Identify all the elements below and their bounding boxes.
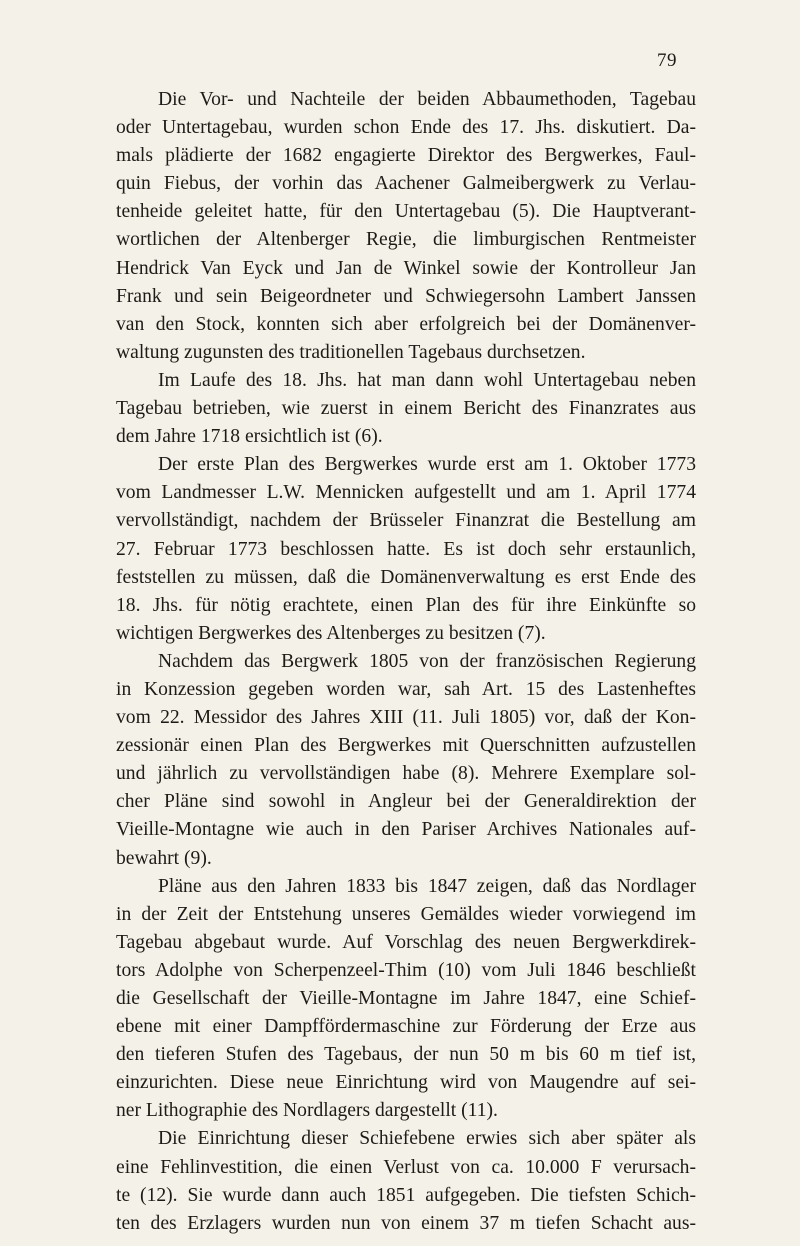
- text-line: mals plädierte der 1682 engagierte Direktor des Bergwerkes, Faul-: [116, 145, 696, 167]
- text-line: Der erste Plan des Bergwerkes wurde erst am 1. Oktober 1773: [158, 454, 696, 476]
- text-line: Vieille-Montagne wie auch in den Pariser Archives Nationales auf-: [116, 819, 696, 841]
- text-line: 18. Jhs. für nötig erachtete, einen Plan des für ihre Einkünfte so: [116, 594, 696, 616]
- text-line: tors Adolphe von Scherpenzeel-Thim (10) vom Juli 1846 beschließt: [116, 959, 696, 981]
- text-line: in Konzession gegeben worden war, sah Art. 15 des Lastenheftes: [116, 678, 696, 700]
- text-line: Die Vor- und Nachteile der beiden Abbaumethoden, Tagebau: [158, 89, 696, 110]
- text-line: Tagebau abgebaut wurde. Auf Vorschlag des neuen Bergwerkdirek-: [116, 931, 696, 953]
- text-line: zessionär einen Plan des Bergwerkes mit Querschnitten aufzustellen: [116, 735, 696, 757]
- text-line: ten des Erzlagers wurden nun von einem 37 m tiefen Schacht aus-: [116, 1212, 696, 1234]
- text-line: Im Laufe des 18. Jhs. hat man dann wohl Untertagebau neben: [158, 369, 696, 391]
- text-line: oder Untertagebau, wurden schon Ende des 17. Jhs. diskutiert. Da-: [116, 117, 696, 139]
- text-line: vervollständigt, nachdem der Brüsseler Finanzrat die Bestellung am: [116, 510, 696, 532]
- text-line: feststellen zu müssen, daß die Domänenverwaltung es erst Ende des: [116, 566, 696, 588]
- text-line: Die Einrichtung dieser Schiefebene erwies sich aber später als: [158, 1128, 696, 1150]
- body-text: [116, 86, 696, 1238]
- text-line: Hendrick Van Eyck und Jan de Winkel sowie der Kontrolleur Jan: [116, 257, 696, 279]
- text-line: Nachdem das Bergwerk 1805 von der französischen Regierung: [158, 650, 696, 672]
- text-line: 27. Februar 1773 beschlossen hatte. Es ist doch sehr erstaunlich,: [116, 538, 696, 560]
- page-number: 79: [657, 50, 677, 71]
- text-line: einzurichten. Diese neue Einrichtung wird von Maugendre auf sei-: [116, 1072, 696, 1094]
- text-line: Tagebau betrieben, wie zuerst in einem Bericht des Finanzrates aus: [116, 398, 696, 420]
- text-line: bewahrt (9).: [116, 847, 212, 869]
- text-line: waltung zugunsten des traditionellen Tagebaus durchsetzen.: [116, 341, 586, 363]
- text-line: Frank und sein Beigeordneter und Schwiegersohn Lambert Janssen: [116, 285, 696, 307]
- text-line: wortlichen der Altenberger Regie, die limburgischen Rentmeister: [116, 229, 696, 251]
- text-line: vom Landmesser L.W. Mennicken aufgestellt und am 1. April 1774: [116, 482, 696, 504]
- text-line: wichtigen Bergwerkes des Altenberges zu besitzen (7).: [116, 622, 546, 644]
- text-line: ner Lithographie des Nordlagers dargestellt (11).: [116, 1100, 498, 1122]
- text-line: van den Stock, konnten sich aber erfolgreich bei der Domänenver-: [116, 313, 696, 335]
- text-line: in der Zeit der Entstehung unseres Gemäldes wieder vorwiegend im: [116, 903, 696, 925]
- text-line: cher Pläne sind sowohl in Angleur bei der Generaldirektion der: [116, 791, 696, 813]
- text-line: quin Fiebus, der vorhin das Aachener Galmeibergwerk zu Verlau-: [116, 173, 696, 195]
- text-line: tenheide geleitet hatte, für den Untertagebau (5). Die Hauptverant-: [116, 201, 696, 223]
- text-line: te (12). Sie wurde dann auch 1851 aufgegeben. Die tiefsten Schich-: [116, 1184, 696, 1206]
- text-line: vom 22. Messidor des Jahres XIII (11. Juli 1805) vor, daß der Kon-: [116, 707, 696, 729]
- text-line: den tieferen Stufen des Tagebaus, der nun 50 m bis 60 m tief ist,: [116, 1044, 696, 1066]
- text-line: eine Fehlinvestition, die einen Verlust von ca. 10.000 F verursach-: [116, 1156, 696, 1178]
- text-line: ebene mit einer Dampffördermaschine zur Förderung der Erze aus: [116, 1016, 696, 1038]
- text-line: dem Jahre 1718 ersichtlich ist (6).: [116, 426, 383, 448]
- text-line: Pläne aus den Jahren 1833 bis 1847 zeigen, daß das Nordlager: [158, 875, 696, 897]
- text-line: und jährlich zu vervollständigen habe (8). Mehrere Exemplare sol-: [116, 763, 696, 785]
- text-line: die Gesellschaft der Vieille-Montagne im Jahre 1847, eine Schief-: [116, 988, 696, 1009]
